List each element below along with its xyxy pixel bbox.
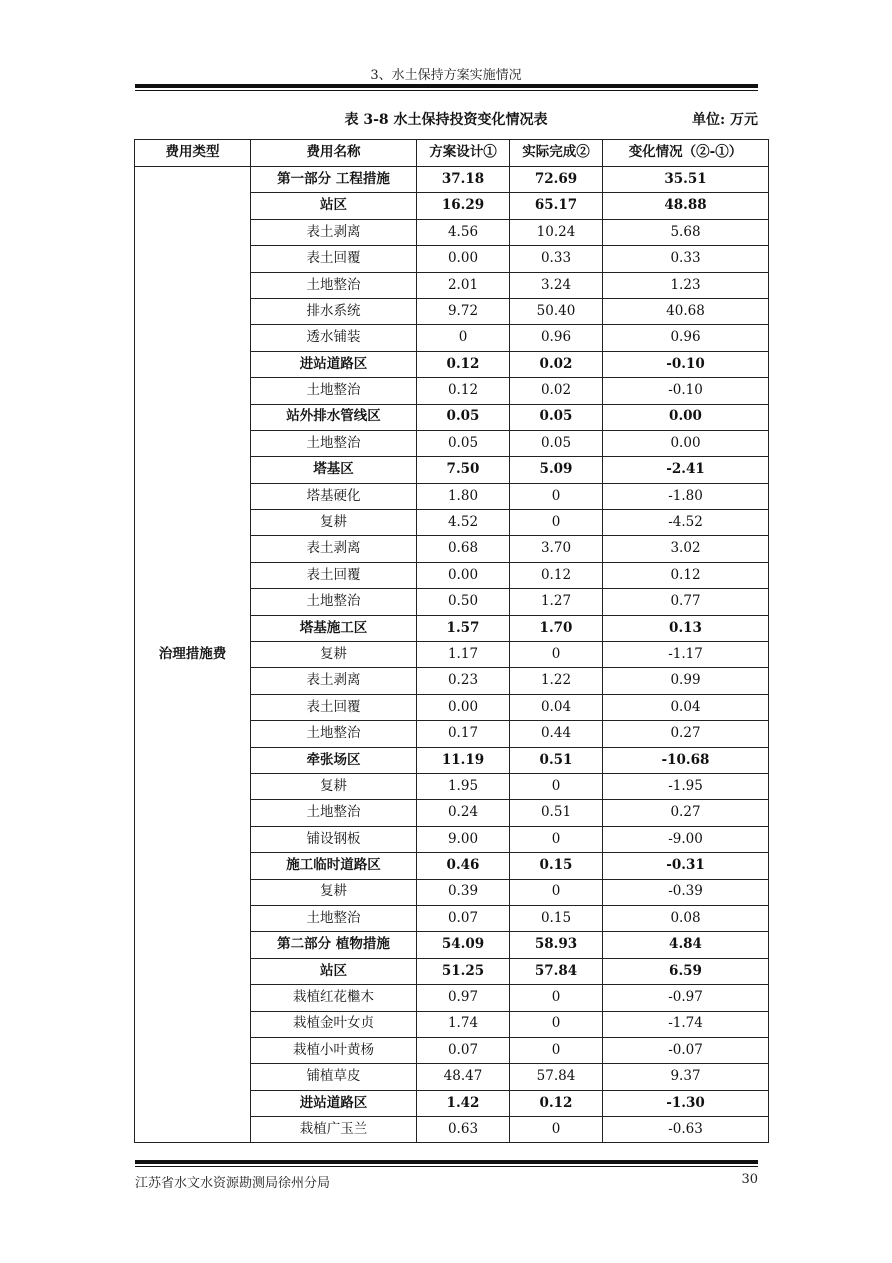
cell-name: 土地整治 [251,721,417,747]
cell-change: -2.41 [603,457,769,483]
cell-design: 54.09 [417,932,510,958]
cell-actual: 1.70 [510,615,603,641]
cell-change: 0.08 [603,905,769,931]
cell-actual: 1.22 [510,668,603,694]
cell-change: -0.63 [603,1117,769,1143]
cell-change: 0.33 [603,246,769,272]
cell-design: 1.95 [417,773,510,799]
cell-actual: 0.51 [510,747,603,773]
cell-name: 透水铺装 [251,325,417,351]
cell-actual: 65.17 [510,193,603,219]
cell-change: -1.30 [603,1090,769,1116]
cell-change: 0.00 [603,430,769,456]
cell-actual: 50.40 [510,298,603,324]
cell-change: 40.68 [603,298,769,324]
cell-change: 4.84 [603,932,769,958]
cell-design: 0.00 [417,562,510,588]
cell-change: -1.74 [603,1011,769,1037]
investment-table [134,139,769,1143]
cell-name: 表土回覆 [251,246,417,272]
cell-change: -0.10 [603,351,769,377]
cell-actual: 0.12 [510,1090,603,1116]
cell-name: 栽植金叶女贞 [251,1011,417,1037]
cell-actual: 0 [510,1117,603,1143]
cell-name: 塔基硬化 [251,483,417,509]
cell-name: 土地整治 [251,589,417,615]
table-body [135,167,769,1143]
cell-change: -0.07 [603,1037,769,1063]
cell-design: 0.17 [417,721,510,747]
cell-actual: 0.96 [510,325,603,351]
cell-design: 0.00 [417,246,510,272]
unit-label: 单位: 万元 [691,112,758,128]
cell-name: 牵张场区 [251,747,417,773]
cell-change: -1.95 [603,773,769,799]
cell-name: 进站道路区 [251,351,417,377]
cell-name: 表土剥离 [251,536,417,562]
cell-actual: 1.27 [510,589,603,615]
cell-name: 土地整治 [251,430,417,456]
col-header-name: 费用名称 [251,140,417,167]
header-rule-thin [135,90,758,91]
cell-design: 0 [417,325,510,351]
cell-design: 4.56 [417,219,510,245]
cell-name: 复耕 [251,879,417,905]
cell-actual: 3.24 [510,272,603,298]
cell-design: 1.74 [417,1011,510,1037]
cell-name: 表土回覆 [251,562,417,588]
cell-change: -10.68 [603,747,769,773]
cell-name: 站区 [251,958,417,984]
cell-name: 复耕 [251,642,417,668]
cell-name: 铺设钢板 [251,826,417,852]
cell-change: 3.02 [603,536,769,562]
cell-actual: 0 [510,879,603,905]
cell-design: 16.29 [417,193,510,219]
cell-design: 9.00 [417,826,510,852]
cell-design: 0.24 [417,800,510,826]
cell-name: 表土回覆 [251,694,417,720]
cell-change: 0.13 [603,615,769,641]
cell-actual: 0.02 [510,351,603,377]
cell-name: 进站道路区 [251,1090,417,1116]
cell-name: 栽植小叶黄杨 [251,1037,417,1063]
footer-rule-thin [135,1166,758,1167]
cell-change: 0.27 [603,800,769,826]
cell-design: 0.05 [417,404,510,430]
cell-name: 第一部分 工程措施 [251,167,417,193]
cell-change: 5.68 [603,219,769,245]
cell-change: -4.52 [603,510,769,536]
cell-name: 表土剥离 [251,668,417,694]
cell-actual: 0.15 [510,905,603,931]
table-caption: 表 3-8 水土保持投资变化情况表 [344,112,548,128]
cell-change: -1.17 [603,642,769,668]
footer-org: 江苏省水文水资源勘测局徐州分局 [135,1176,331,1191]
cell-actual: 0 [510,483,603,509]
cell-actual: 0 [510,1011,603,1037]
cell-actual: 0 [510,985,603,1011]
cell-change: 0.12 [603,562,769,588]
page-number: 30 [741,1172,758,1187]
cell-actual: 0.05 [510,430,603,456]
header-title: 3、水土保持方案实施情况 [370,68,522,83]
cell-name: 排水系统 [251,298,417,324]
cell-design: 37.18 [417,167,510,193]
cell-actual: 0.12 [510,562,603,588]
table-row [135,167,769,193]
cell-actual: 0.02 [510,378,603,404]
cell-design: 51.25 [417,958,510,984]
cell-name: 塔基区 [251,457,417,483]
cell-name: 铺植草皮 [251,1064,417,1090]
cell-design: 0.00 [417,694,510,720]
cell-name: 土地整治 [251,272,417,298]
cell-change: 0.04 [603,694,769,720]
cell-name: 表土剥离 [251,219,417,245]
col-header-design: 方案设计① [417,140,510,167]
cell-actual: 0.44 [510,721,603,747]
cell-name: 复耕 [251,510,417,536]
cell-change: 48.88 [603,193,769,219]
cell-name: 栽植广玉兰 [251,1117,417,1143]
cell-actual: 72.69 [510,167,603,193]
table-header-row [135,140,769,167]
cell-actual: 57.84 [510,1064,603,1090]
cell-change: 0.77 [603,589,769,615]
cell-design: 0.68 [417,536,510,562]
cell-change: -1.80 [603,483,769,509]
cell-name: 塔基施工区 [251,615,417,641]
cell-design: 1.17 [417,642,510,668]
cell-change: 0.00 [603,404,769,430]
cell-design: 0.12 [417,351,510,377]
cell-actual: 0.51 [510,800,603,826]
cell-design: 9.72 [417,298,510,324]
cell-design: 0.63 [417,1117,510,1143]
cell-actual: 0 [510,773,603,799]
cell-change: 1.23 [603,272,769,298]
cell-actual: 0 [510,1037,603,1063]
cell-design: 1.57 [417,615,510,641]
footer-rule-thick [135,1160,758,1164]
cell-design: 0.07 [417,1037,510,1063]
col-header-actual: 实际完成② [510,140,603,167]
cell-design: 0.50 [417,589,510,615]
cell-name: 复耕 [251,773,417,799]
cell-design: 2.01 [417,272,510,298]
cell-name: 施工临时道路区 [251,853,417,879]
cell-actual: 58.93 [510,932,603,958]
cell-design: 0.39 [417,879,510,905]
cell-actual: 0 [510,510,603,536]
cell-design: 11.19 [417,747,510,773]
cell-actual: 10.24 [510,219,603,245]
cell-actual: 0 [510,826,603,852]
cell-name: 站外排水管线区 [251,404,417,430]
cell-actual: 0.05 [510,404,603,430]
cell-design: 0.12 [417,378,510,404]
cell-change: -0.31 [603,853,769,879]
col-header-change: 变化情况（②-①） [603,140,769,167]
cell-actual: 0 [510,642,603,668]
cell-actual: 0.15 [510,853,603,879]
cell-change: -0.97 [603,985,769,1011]
cell-actual: 0.04 [510,694,603,720]
cell-actual: 57.84 [510,958,603,984]
cell-change: -0.39 [603,879,769,905]
cell-change: 9.37 [603,1064,769,1090]
cell-design: 7.50 [417,457,510,483]
cell-design: 48.47 [417,1064,510,1090]
header-rule-thick [135,84,758,88]
cell-actual: 3.70 [510,536,603,562]
cell-design: 0.97 [417,985,510,1011]
cell-design: 0.46 [417,853,510,879]
cell-change: 0.99 [603,668,769,694]
cell-design: 1.80 [417,483,510,509]
cell-name: 第二部分 植物措施 [251,932,417,958]
cell-change: 0.96 [603,325,769,351]
cell-actual: 5.09 [510,457,603,483]
col-header-type: 费用类型 [135,140,251,167]
cell-design: 0.23 [417,668,510,694]
cell-design: 1.42 [417,1090,510,1116]
cell-name: 土地整治 [251,800,417,826]
cell-design: 4.52 [417,510,510,536]
cell-name: 栽植红花檵木 [251,985,417,1011]
cell-name: 站区 [251,193,417,219]
cell-design: 0.07 [417,905,510,931]
cell-design: 0.05 [417,430,510,456]
cell-change: -9.00 [603,826,769,852]
cell-change: 35.51 [603,167,769,193]
cell-name: 土地整治 [251,378,417,404]
cell-change: 6.59 [603,958,769,984]
cell-name: 土地整治 [251,905,417,931]
cell-actual: 0.33 [510,246,603,272]
cell-change: -0.10 [603,378,769,404]
category-cell: 治理措施费 [135,167,251,1143]
cell-change: 0.27 [603,721,769,747]
